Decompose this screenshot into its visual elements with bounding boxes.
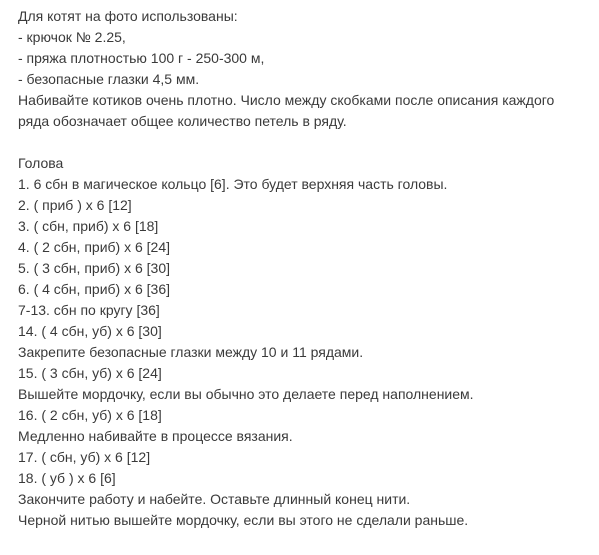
document-body [18, 6, 593, 531]
paragraph-spacer [18, 132, 593, 153]
pattern-row: 17. ( сбн, уб) х 6 [12] [18, 449, 151, 465]
material-eyes: - безопасные глазки 4,5 мм. [18, 71, 200, 87]
pattern-instruction: Черной нитью вышейте мордочку, если вы этого не сделали раньше. [18, 512, 469, 528]
pattern-row: 4. ( 2 сбн, приб) х 6 [24] [18, 239, 170, 255]
pattern-row: 3. ( сбн, приб) х 6 [18] [18, 218, 159, 234]
section-title-head: Голова [18, 155, 64, 171]
pattern-row: 18. ( уб ) х 6 [6] [18, 470, 116, 486]
pattern-instruction: Закрепите безопасные глазки между 10 и 11 рядами. [18, 344, 364, 360]
pattern-instruction: Вышейте мордочку, если вы обычно это делаете перед наполнением. [18, 386, 474, 402]
pattern-row: 6. ( 4 сбн, приб) х 6 [36] [18, 281, 170, 297]
pattern-row: 14. ( 4 сбн, уб) х 6 [30] [18, 323, 162, 339]
pattern-row: 5. ( 3 сбн, приб) х 6 [30] [18, 260, 170, 276]
material-yarn: - пряжа плотностью 100 г - 250-300 м, [18, 50, 265, 66]
pattern-row: 1. 6 сбн в магическое кольцо [6]. Это будет верхняя часть головы. [18, 176, 448, 192]
pattern-instruction: Закончите работу и набейте. Оставьте длинный конец нити. [18, 491, 411, 507]
pattern-instruction: Медленно набивайте в процессе вязания. [18, 428, 293, 444]
pattern-row: 2. ( приб ) х 6 [12] [18, 197, 132, 213]
materials-heading: Для котят на фото использованы: [18, 8, 238, 24]
pattern-row: 7-13. сбн по кругу [36] [18, 302, 160, 318]
pattern-row: 15. ( 3 сбн, уб) х 6 [24] [18, 365, 162, 381]
pattern-row: 16. ( 2 сбн, уб) х 6 [18] [18, 407, 162, 423]
stuffing-note-line-1: Набивайте котиков очень плотно. Число между скобками после описания каждого [18, 92, 555, 108]
material-hook: - крючок № 2.25, [18, 29, 126, 45]
stuffing-note-line-2: ряда обозначает общее количество петель в ряду. [18, 113, 347, 129]
